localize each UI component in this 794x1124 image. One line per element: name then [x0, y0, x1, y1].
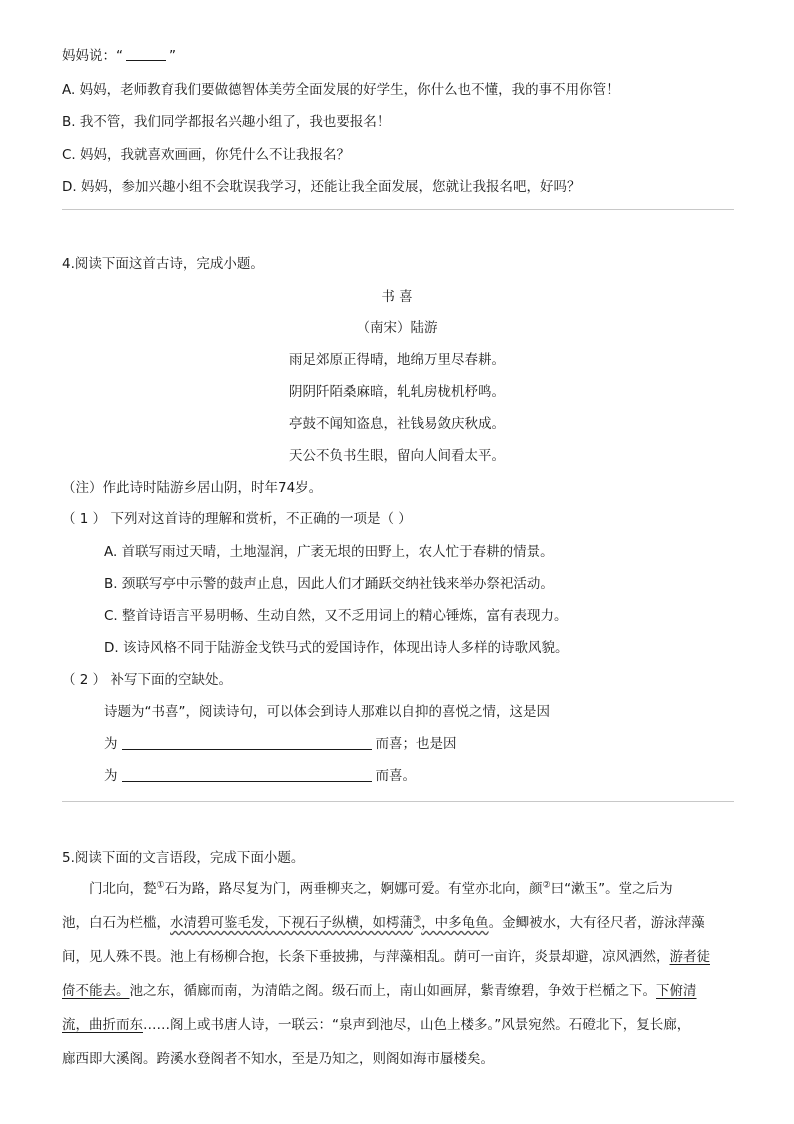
q3-option-a: A. 妈妈，老师教育我们要做德智体美劳全面发展的好学生，你什么也不懂，我的事不用你管！ — [62, 82, 620, 98]
text-span: 门北向，甃 — [89, 881, 157, 897]
text-span: 石为路，路尽复为门，两垂柳夹之，婀娜可爱。有堂亦北向，颜 — [164, 881, 543, 897]
poem-note: （注）作此诗时陆游乡居山阴，时年74岁。 — [62, 480, 323, 496]
q3-option-c: C. 妈妈，我就喜欢画画，你凭什么不让我报名？ — [62, 147, 351, 163]
blank1-suffix: 而喜；也是因 — [375, 736, 457, 752]
underlined-text: 倚不能去。 — [62, 983, 130, 999]
passage-line-5 — [62, 1008, 734, 1042]
text-span: 池，白石为栏槛， — [62, 915, 170, 931]
q4-sub1-option-c[interactable]: C. 整首诗语言平易明畅、生动自然，又不乏用词上的精心锤炼，富有表现力。 — [104, 608, 568, 624]
q4-sub1-stem: （ 1 ） 下列对这首诗的理解和赏析，不正确的一项是（ ） — [62, 511, 412, 527]
q4-heading: 4.阅读下面这首古诗，完成小题。 — [62, 256, 264, 272]
emphasis-dot-char: 乃 · — [319, 1051, 333, 1067]
footnote-marker: ③ — [413, 914, 422, 925]
passage-line-6 — [62, 1042, 734, 1076]
q3-option-b: B. 我不管，我们同学都报名兴趣小组了，我也要报名！ — [62, 114, 391, 130]
text-span: 间，见人殊不畏。池上有杨柳合抱，长条下垂披拂，与萍藻相乱。荫可一亩许，炎景却避，凉风洒然， — [62, 949, 670, 965]
wavy-underlined-text: ，中多龟鱼 — [421, 915, 489, 931]
answer-blank-2[interactable] — [122, 767, 372, 782]
q3-option-d: D. 妈妈，参加兴趣小组不会耽误我学习，还能让我全面发展，您就让我报名吧，好吗？ — [62, 179, 581, 195]
q4-sub2-blank-line-2 — [104, 764, 416, 784]
q4-sub2-line1: 诗题为“书喜”，阅读诗句，可以体会到诗人那难以自抑的喜悦之情，这是因 — [104, 704, 550, 720]
quote-close: ” — [169, 48, 176, 64]
q4-sub1-option-d[interactable]: D. 该诗风格不同于陆游金戈铁马式的爱国诗作，体现出诗人多样的诗歌风貌。 — [104, 640, 569, 656]
q3-stem — [62, 44, 176, 64]
text-span: 。金鲫被水，大有径尺者，游泳萍藻 — [488, 915, 705, 931]
passage-line-2 — [62, 906, 734, 940]
quote-open: “ — [116, 48, 123, 64]
poem-line-3: 亭鼓不闻知盗息，社钱易敛庆秋成。 — [289, 416, 505, 432]
text-span: 廊西即大溪阁。跨溪水登阁者不知水，至是 — [62, 1051, 319, 1067]
q3-stem-prefix: 妈妈说： — [62, 48, 116, 64]
blank1-prefix: 为 — [104, 736, 118, 752]
underlined-text: 流，曲折而东 — [62, 1017, 143, 1033]
poem-line-2: 阴阴阡陌桑麻暗，轧轧房栊机杼鸣。 — [289, 384, 505, 400]
blank2-suffix: 而喜。 — [375, 768, 416, 784]
footnote-marker: ② — [542, 880, 551, 891]
q4-sub1-option-b[interactable]: B. 颈联写亭中示警的鼓声止息，因此人们才踊跃交纳社钱来举办祭祀活动。 — [104, 576, 554, 592]
divider — [62, 209, 734, 210]
text-span: 知之，则阁如海市蜃楼矣。 — [332, 1051, 494, 1067]
q3-answer-blank[interactable] — [126, 48, 166, 61]
passage-line-1 — [62, 872, 734, 906]
text-span: ……阁上或书唐人诗，一联云：“泉声到池尽，山色上楼多。”风景宛然。石磴北下，复长廊， — [143, 1017, 691, 1033]
q5-heading: 5.阅读下面的文言语段，完成下面小题。 — [62, 850, 305, 866]
wavy-underlined-text: 水清碧可鉴毛发，下视石子纵横，如樗蒲 — [170, 915, 413, 931]
q4-sub1-option-a[interactable]: A. 首联写雨过天晴，土地湿润，广袤无垠的田野上，农人忙于春耕的情景。 — [104, 544, 554, 560]
poem-title: 书 喜 — [381, 289, 413, 305]
answer-blank-1[interactable] — [122, 735, 372, 750]
q4-sub2-blank-line-1 — [104, 732, 457, 752]
q4-sub2-stem: （ 2 ） 补写下面的空缺处。 — [62, 672, 232, 688]
divider — [62, 801, 734, 802]
poem-line-1: 雨足郊原正得晴，地绵万里尽春耕。 — [289, 352, 505, 368]
blank2-prefix: 为 — [104, 768, 118, 784]
poem-author: （南宋）陆游 — [356, 320, 438, 336]
underlined-text: 下俯清 — [656, 983, 697, 999]
footnote-marker: ① — [156, 880, 165, 891]
text-span: 曰“漱玉”。堂之后为 — [550, 881, 673, 897]
passage-line-4 — [62, 974, 734, 1008]
text-span: 池之东，循廊而南，为清皓之阁。级石而上，南山如画屏，紫青缭碧，争效于栏楯之下。 — [129, 983, 656, 999]
underlined-text: 游者徒 — [669, 949, 710, 965]
passage-line-3 — [62, 940, 734, 974]
q5-passage — [62, 872, 734, 1076]
poem-line-4: 天公不负书生眼，留向人间看太平。 — [289, 448, 505, 464]
